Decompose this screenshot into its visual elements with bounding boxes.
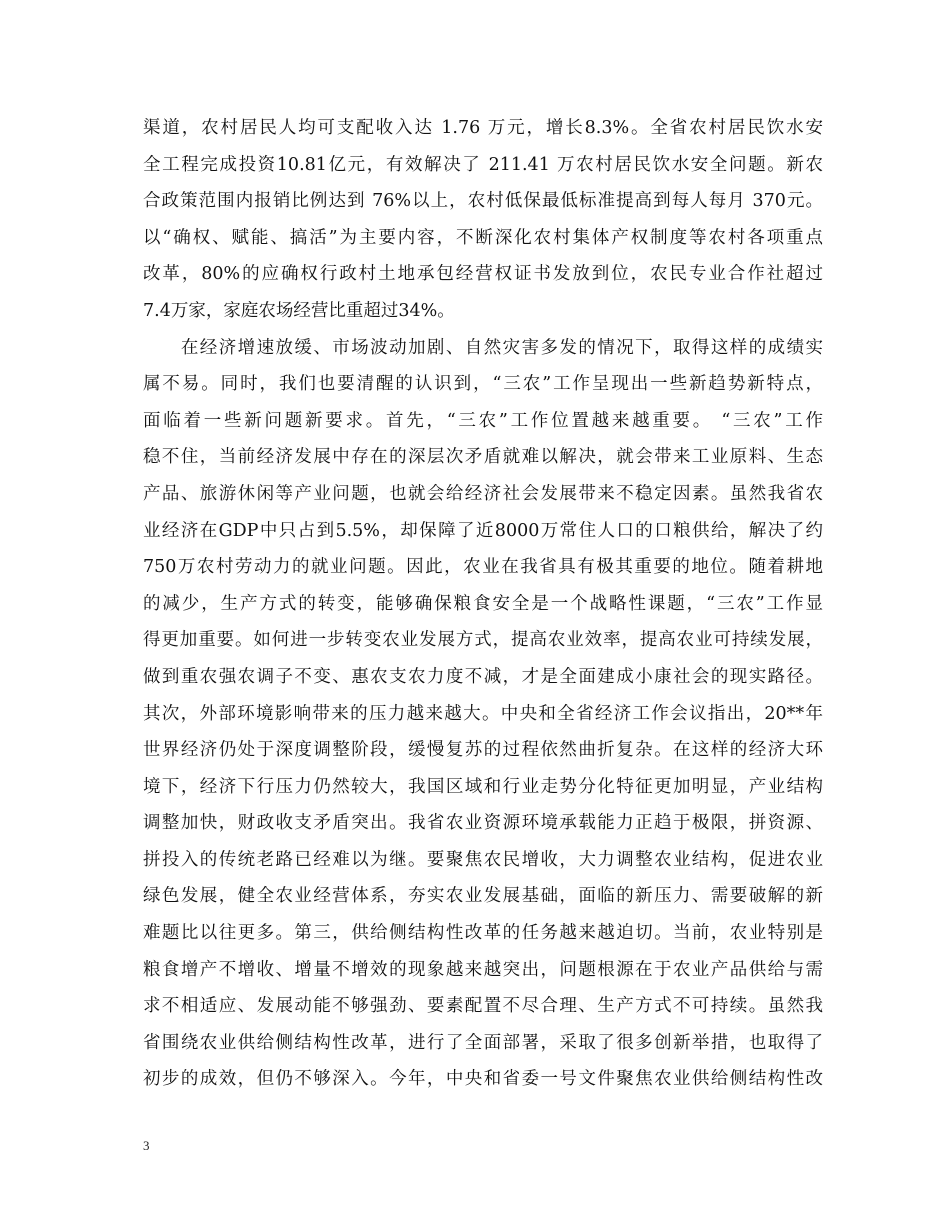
text-line: 其次，外部环境影响带来的压力越来越大。中央和全省经济工作会议指出，20**年 xyxy=(143,703,823,724)
text-line: 的减少，生产方式的转变，能够确保粮食安全是一个战略性课题，“三农”工作显 xyxy=(143,593,823,614)
text-line: 得更加重要。如何进一步转变农业发展方式，提高农业效率，提高农业可持续发展， xyxy=(143,630,823,651)
text-line: 7.4万家，家庭农场经营比重超过34%。 xyxy=(143,300,455,321)
text-line: 拼投入的传统老路已经难以为继。要聚焦农民增收，大力调整农业结构，促进农业 xyxy=(143,849,823,870)
text-line: 调整加快，财政收支矛盾突出。我省农业资源环境承载能力正趋于极限，拼资源、 xyxy=(143,813,823,834)
text-line: 境下，经济下行压力仍然较大，我国区域和行业走势分化特征更加明显，产业结构 xyxy=(143,776,823,797)
text-line: 世界经济仍处于深度调整阶段，缓慢复苏的过程依然曲折复杂。在这样的经济大环 xyxy=(143,740,823,761)
text-line: 产品、旅游休闲等产业问题，也就会给经济社会发展带来不稳定因素。虽然我省农 xyxy=(143,483,823,504)
text-line: 渠道，农村居民人均可支配收入达 1.76 万元，增长8.3%。全省农村居民饮水安 xyxy=(143,118,823,138)
text-line: 业经济在GDP中只占到5.5%，却保障了近8000万常住人口的口粮供给，解决了约 xyxy=(143,520,823,541)
text-line: 在经济增速放缓、市场波动加剧、自然灾害多发的情况下，取得这样的成绩实 xyxy=(143,337,823,358)
page-number: 3 xyxy=(143,1138,150,1153)
body-text xyxy=(143,110,823,1098)
text-line: 750万农村劳动力的就业问题。因此，农业在我省具有极其重要的地位。随着耕地 xyxy=(143,557,823,578)
text-line: 绿色发展，健全农业经营体系，夯实农业发展基础，面临的新压力、需要破解的新 xyxy=(143,886,823,907)
text-line: 面临着一些新问题新要求。首先，“三农”工作位置越来越重要。 “三农”工作 xyxy=(143,410,823,431)
text-line: 属不易。同时，我们也要清醒的认识到，“三农”工作呈现出一些新趋势新特点， xyxy=(143,374,823,395)
text-line: 初步的成效，但仍不够深入。今年，中央和省委一号文件聚焦农业供给侧结构性改 xyxy=(143,1069,823,1090)
text-line: 求不相适应、发展动能不够强劲、要素配置不尽合理、生产方式不可持续。虽然我 xyxy=(143,996,823,1017)
text-line: 省围绕农业供给侧结构性改革，进行了全面部署，采取了很多创新举措，也取得了 xyxy=(143,1032,823,1053)
text-line: 稳不住，当前经济发展中存在的深层次矛盾就难以解决，就会带来工业原料、生态 xyxy=(143,447,823,468)
text-line: 做到重农强农调子不变、惠农支农力度不减，才是全面建成小康社会的现实路径。 xyxy=(143,666,823,687)
text-line: 合政策范围内报销比例达到 76%以上，农村低保最低标准提高到每人每月 370元。 xyxy=(143,191,823,212)
text-line: 粮食增产不增收、增量不增效的现象越来越突出，问题根源在于农业产品供给与需 xyxy=(143,959,823,980)
text-line: 以“确权、赋能、搞活”为主要内容，不断深化农村集体产权制度等农村各项重点 xyxy=(143,227,823,248)
text-line: 改革，80%的应确权行政村土地承包经营权证书发放到位，农民专业合作社超过 xyxy=(143,264,823,285)
text-line: 全工程完成投资10.81亿元，有效解决了 211.41 万农村居民饮水安全问题。新农 xyxy=(143,154,823,175)
text-line: 难题比以往更多。第三，供给侧结构性改革的任务越来越迫切。当前，农业特别是 xyxy=(143,923,823,944)
